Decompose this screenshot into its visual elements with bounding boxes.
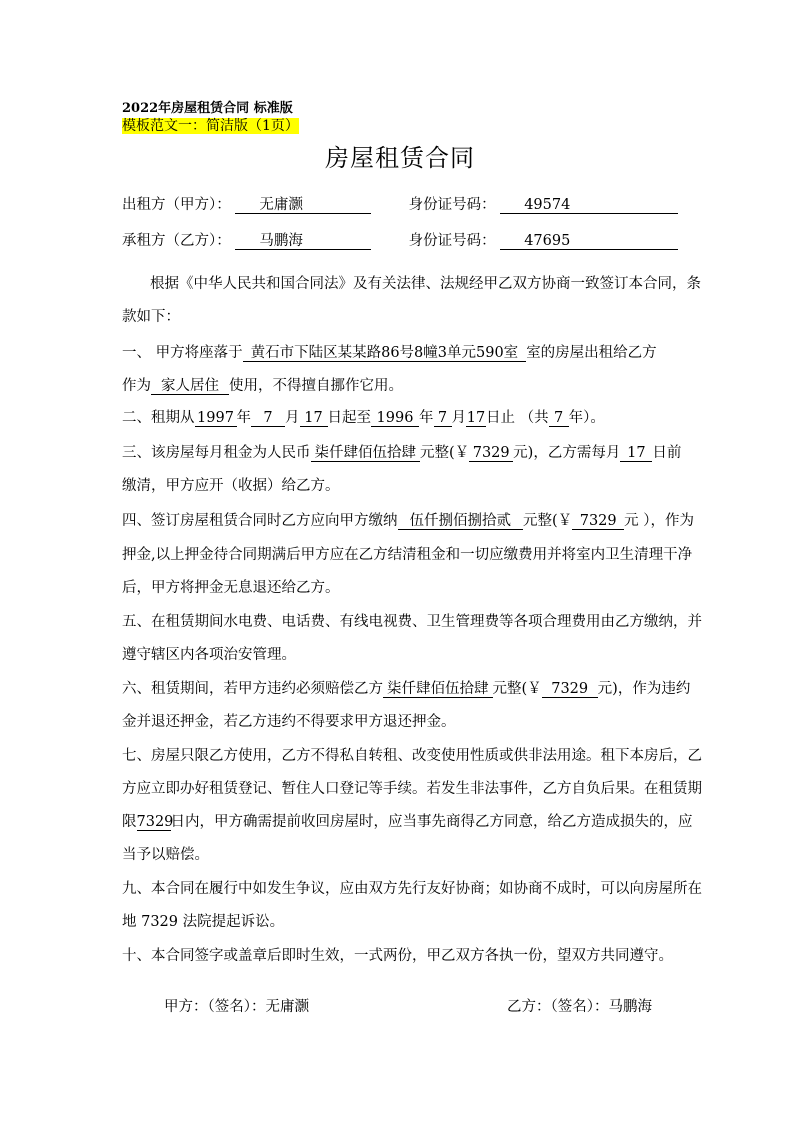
preamble-line-1: 根据《中华人民共和国合同法》及有关法律、法规经甲乙双方协商一致签订本合同，条 <box>150 276 701 292</box>
clause-3-text: 元整(￥ <box>420 445 470 461</box>
clause-5-line-2: 遵守辖区内各项治安管理。 <box>122 647 296 663</box>
clause-4-text: 元 ），作为 <box>624 513 695 529</box>
clause-1-address: 黄石市下陆区某某路86号8幢3单元590室 <box>243 346 527 362</box>
clause-9-line-1: 九、本合同在履行中如发生争议，应由双方先行友好协商；如协商不成时，可以向房屋所在 <box>122 881 702 897</box>
lessor-id-label: 身份证号码： <box>408 197 496 213</box>
lease-end-month: 7 <box>434 411 452 427</box>
rent-amount: 7329 <box>469 446 513 462</box>
clause-7-text: 日内，甲方确需提前收回房屋时，应当事先商得乙方同意，给乙方造成损失的，应 <box>170 814 693 830</box>
rent-pay-day: 17 <box>620 446 652 462</box>
clause-2-text: 二、租期从 <box>122 410 195 426</box>
preamble-line-2: 款如下： <box>122 309 180 325</box>
clause-3-line-1 <box>122 441 681 462</box>
clause-6-text: 六、租赁期间，若甲方违约必须赔偿乙方 <box>122 681 383 697</box>
clause-4-line-1 <box>122 509 694 530</box>
party-a-signature: 甲方：（签名）：无庸灏 <box>164 999 309 1015</box>
contract-title: 房屋租赁合同 <box>325 144 475 172</box>
lessor-id: 49574 <box>500 198 678 214</box>
lessor-label: 出租方（甲方）： <box>122 197 231 213</box>
rent-amount-words: 柒仟肆佰伍拾肆 <box>311 446 421 462</box>
clause-7-line-4: 当予以赔偿。 <box>122 847 209 863</box>
clause-5-line-1: 五、在租赁期间水电费、电话费、有线电视费、卫生管理费等各项合理费用由乙方缴纳，并 <box>122 614 702 630</box>
clause-1-usage-suffix: 使用，不得擅自挪作它用。 <box>229 378 403 394</box>
clause-4-line-2: 押金,以上押金待合同期满后甲方应在乙方结清租金和一切应缴费用并将室内卫生清理干净 <box>122 547 693 563</box>
clause-6-text: 元)，作为违约 <box>597 681 691 697</box>
clause-9-line-2: 地 7329 法院提起诉讼。 <box>122 914 285 930</box>
clause-2-text: 年）。 <box>568 410 605 426</box>
clause-3-text: 三、该房屋每月租金为人民币 <box>122 445 311 461</box>
clause-2-text: 月 <box>285 410 300 426</box>
lease-start-month: 7 <box>251 411 285 427</box>
lessee-id: 47695 <box>500 234 678 250</box>
clause-1-usage: 家人居住 <box>151 379 229 395</box>
penalty-words: 柒仟肆佰伍拾肆 <box>383 682 493 698</box>
party-b-signature: 乙方：（签名）：马鹏海 <box>507 999 652 1015</box>
lease-term: 7329 <box>136 814 174 830</box>
clause-4-text: 元整(￥ <box>523 513 573 529</box>
clause-10-line-1: 十、本合同签字或盖章后即时生效，一式两份，甲乙双方各执一份，望双方共同遵守。 <box>122 948 673 964</box>
clause-2-text: 日止 （共 <box>486 410 549 426</box>
clause-7-line-2: 方应立即办好租赁登记、暂住人口登记等手续。若发生非法事件，乙方自负后果。在租赁期 <box>122 781 702 797</box>
clause-1-line-2 <box>122 374 403 395</box>
lessor-row <box>122 193 678 214</box>
clause-1-prefix: 一、 甲方将座落于 <box>122 345 243 361</box>
clause-1-usage-prefix: 作为 <box>122 378 151 394</box>
clause-7-line-1: 七、房屋只限乙方使用，乙方不得私自转租、改变使用性质或供非法用途。租下本房后，乙 <box>122 748 702 764</box>
lease-years: 7 <box>549 411 569 427</box>
clause-1-suffix: 室的房屋出租给乙方 <box>526 345 657 361</box>
clause-2-text: 年 <box>236 410 251 426</box>
lessor-name: 无庸灏 <box>235 198 371 214</box>
clause-2-text: 月 <box>451 410 466 426</box>
lease-end-day: 17 <box>466 410 486 426</box>
lessee-row <box>122 229 678 250</box>
clause-6-line-1 <box>122 677 690 698</box>
clause-6-text: 元整(￥ <box>492 681 542 697</box>
clause-4-text: 四、签订房屋租赁合同时乙方应向甲方缴纳 <box>122 513 398 529</box>
clause-2-text: 日起至 <box>327 410 371 426</box>
lessee-id-label: 身份证号码： <box>408 233 496 249</box>
template-label-highlight: 模板范文一：简洁版（1页） <box>122 118 299 134</box>
lease-start-day: 17 <box>300 411 328 427</box>
clause-4-line-3: 后，甲方将押金无息退还给乙方。 <box>122 580 340 596</box>
template-label <box>122 115 299 135</box>
clause-2 <box>122 406 605 427</box>
lessee-label: 承租方（乙方）： <box>122 233 231 249</box>
lessee-name: 马鹏海 <box>235 234 371 250</box>
clause-6-line-2: 金并退还押金，若乙方违约不得要求甲方退还押金。 <box>122 714 456 730</box>
clause-7-text: 限 <box>122 814 137 830</box>
penalty-amount: 7329 <box>542 682 598 698</box>
clause-1-line-1 <box>122 341 657 362</box>
clause-3-line-2: 缴清，甲方应开（收据）给乙方。 <box>122 478 340 494</box>
clause-3-text: 元)，乙方需每月 <box>513 445 621 461</box>
document-label: 2022年房屋租赁合同 标准版 <box>122 101 293 116</box>
deposit-words: 伍仟捌佰捌拾贰 <box>398 514 524 530</box>
clause-3-text: 日前 <box>652 445 682 461</box>
lease-start-year: 1997 <box>195 411 237 427</box>
lease-end-year: 1996 <box>371 411 419 427</box>
clause-2-text: 年 <box>419 410 434 426</box>
deposit-amount: 7329 <box>572 514 624 530</box>
clause-7-line-3 <box>122 810 693 831</box>
